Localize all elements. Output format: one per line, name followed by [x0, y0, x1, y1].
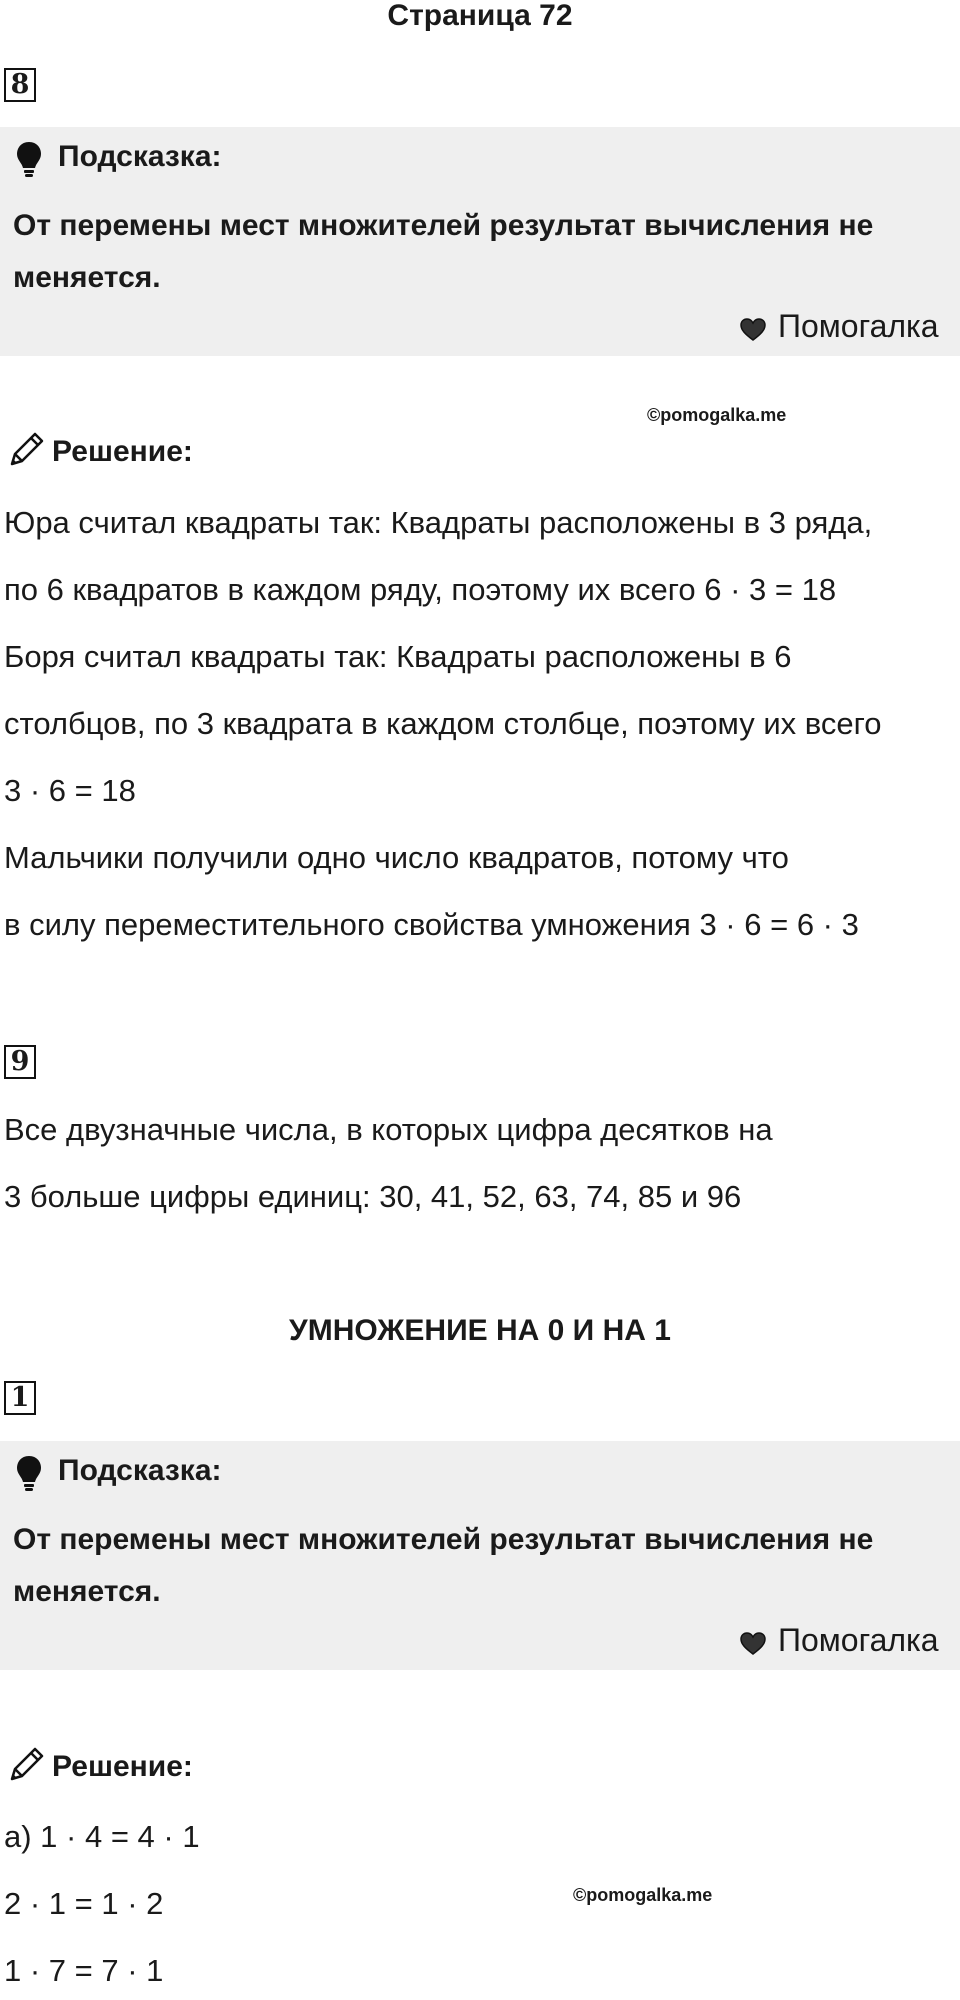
- lightbulb-icon: [16, 141, 42, 177]
- solution-line: 1 · 7 = 7 · 1: [4, 1953, 164, 1988]
- hint-text-line-1: От перемены мест множителей результат вычисления не: [13, 1523, 874, 1556]
- hint-text-line-2: меняется.: [13, 261, 161, 294]
- heart-icon: [740, 1632, 766, 1656]
- task-number-8: 8: [4, 68, 36, 102]
- watermark: ©pomogalka.me: [573, 1885, 713, 1905]
- solution-line: столбцов, по 3 квадрата в каждом столбце, поэтому их всего: [4, 706, 882, 741]
- solution-line: а) 1 · 4 = 4 · 1: [4, 1819, 200, 1854]
- task9-line: Все двузначные числа, в которых цифра десятков на: [4, 1112, 773, 1147]
- hint-text-line-1: От перемены мест множителей результат вычисления не: [13, 209, 874, 242]
- solution-line: Юра считал квадраты так: Квадраты расположены в 3 ряда,: [4, 505, 873, 540]
- heart-icon: [740, 318, 766, 342]
- solution-line: по 6 квадратов в каждом ряду, поэтому их всего 6 · 3 = 18: [4, 572, 837, 607]
- pencil-icon: [6, 430, 46, 470]
- solution-line: Мальчики получили одно число квадратов, потому что: [4, 840, 789, 875]
- hint-box-task1: [0, 1441, 960, 1670]
- solution-line: в силу переместительного свойства умножения 3 · 6 = 6 · 3: [4, 907, 859, 942]
- solution-line: Боря считал квадраты так: Квадраты расположены в 6: [4, 639, 792, 674]
- task-number-9: 9: [4, 1045, 36, 1079]
- hint-label: Подсказка:: [58, 140, 222, 173]
- hint-label: Подсказка:: [58, 1454, 222, 1487]
- task9-line: 3 больше цифры единиц: 30, 41, 52, 63, 74, 85 и 96: [4, 1179, 742, 1214]
- solution-line: 2 · 1 = 1 · 2: [4, 1886, 164, 1921]
- watermark: ©pomogalka.me: [647, 405, 787, 425]
- section-title: УМНОЖЕНИЕ НА 0 И НА 1: [289, 1314, 671, 1347]
- hint-text-line-2: меняется.: [13, 1575, 161, 1608]
- helper-label: Помогалка: [778, 308, 939, 344]
- page-title: Страница 72: [387, 0, 573, 32]
- pencil-icon: [6, 1745, 46, 1785]
- solution-label: Решение:: [52, 435, 193, 468]
- helper-label: Помогалка: [778, 1622, 939, 1658]
- task-number-1: 1: [4, 1381, 36, 1415]
- lightbulb-icon: [16, 1455, 42, 1491]
- solution-label: Решение:: [52, 1750, 193, 1783]
- hint-box-task8: [0, 127, 960, 356]
- solution-line: 3 · 6 = 18: [4, 773, 136, 808]
